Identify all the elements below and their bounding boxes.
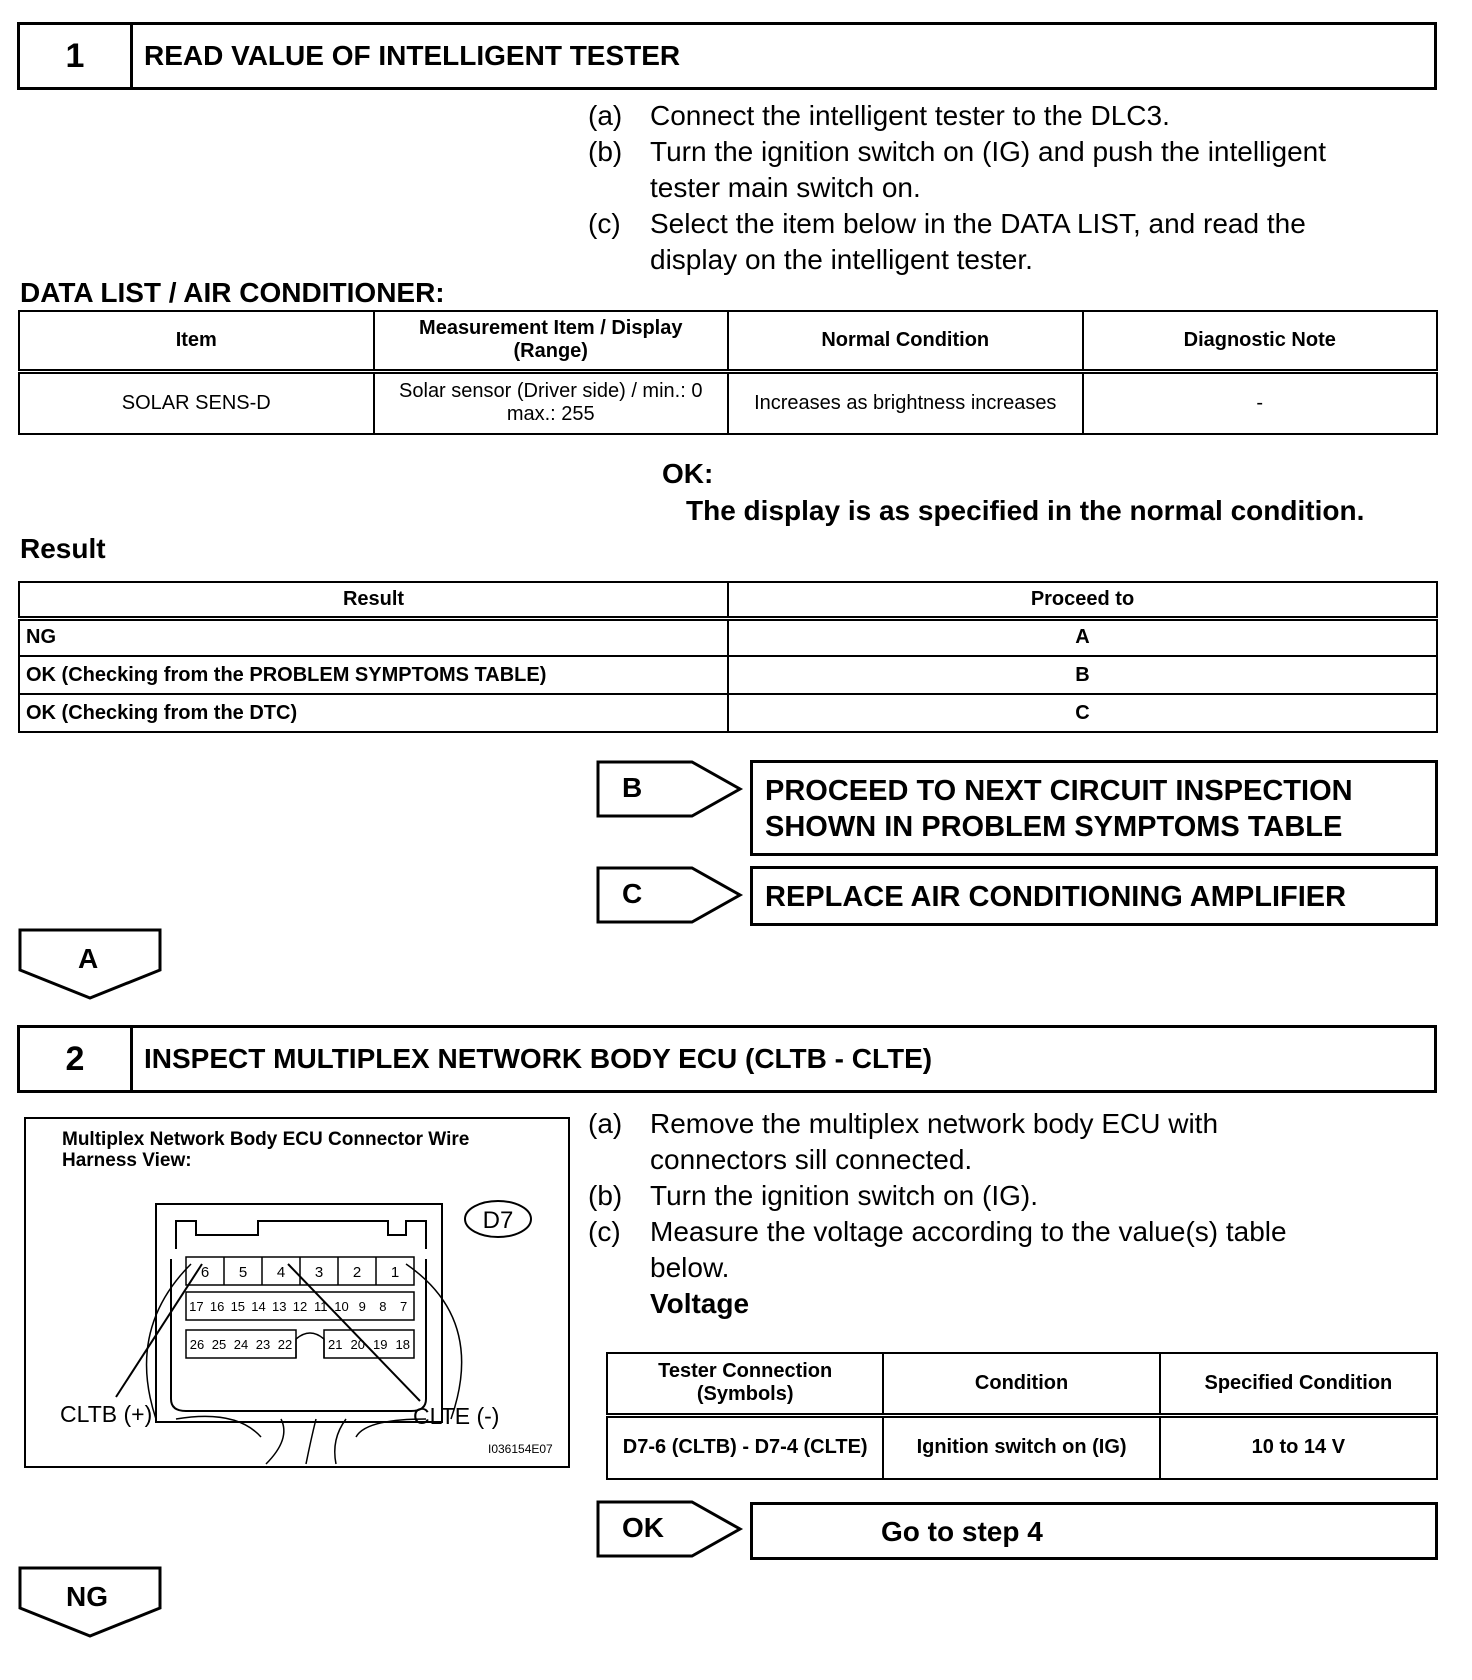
table-cell: B	[728, 656, 1437, 694]
cltb-label: CLTB (+)	[60, 1401, 153, 1427]
pin-label: 24	[233, 1337, 249, 1352]
table-cell: Increases as brightness increases	[728, 371, 1083, 434]
clte-label: CLTE (-)	[413, 1403, 500, 1429]
branch-a-label: A	[78, 943, 99, 974]
data-list-heading: DATA LIST / AIR CONDITIONER:	[20, 277, 445, 308]
branch-b-label: B	[622, 772, 643, 803]
pin-label: 8	[379, 1299, 387, 1314]
instruction-item: (c) Measure the voltage according to the value(s) table below.	[588, 1216, 1287, 1283]
pin-label: 21	[328, 1337, 343, 1352]
table-header: Diagnostic Note	[1083, 311, 1438, 371]
pin-label: 11	[313, 1299, 328, 1314]
connector-id: D7	[482, 1207, 514, 1234]
connector-diagram	[24, 1117, 570, 1468]
branch-ng-label: NG	[66, 1581, 108, 1612]
branch-ok-destination: Go to step 4	[750, 1502, 1438, 1560]
table-header: Condition	[883, 1353, 1159, 1415]
table-row	[19, 371, 1437, 434]
harness-wire	[266, 1419, 284, 1464]
result-heading: Result	[20, 533, 106, 564]
table-header: Specified Condition	[1160, 1353, 1437, 1415]
pin-label: 1	[390, 1264, 400, 1281]
branch-ok-label: OK	[622, 1512, 664, 1543]
instruction-item: (c) Select the item below in the DATA LIST, and read the display on the intelligent tester.	[588, 208, 1306, 275]
table-row	[19, 656, 1437, 694]
branch-c-arrow	[596, 866, 744, 924]
table-cell: Ignition switch on (IG)	[883, 1415, 1159, 1479]
table-cell: Solar sensor (Driver side) / min.: 0 max.: 255	[374, 371, 729, 434]
pin-label: 10	[334, 1299, 349, 1314]
result-table	[18, 581, 1438, 733]
pin-label: 16	[209, 1299, 225, 1314]
table-header: Tester Connection (Symbols)	[607, 1353, 883, 1415]
branch-b-destination: PROCEED TO NEXT CIRCUIT INSPECTION SHOWN IN PROBLEM SYMPTOMS TABLE	[750, 760, 1438, 856]
step-2-instructions	[588, 1106, 1388, 1322]
step-1-header	[17, 22, 1437, 90]
pin-label: 6	[200, 1264, 210, 1281]
figure-code: I036154E07	[488, 1442, 553, 1456]
table-header: Result	[19, 582, 728, 618]
pin-label: 12	[292, 1299, 308, 1314]
instruction-item: (a) Connect the intelligent tester to the DLC3.	[588, 100, 1170, 131]
step-2-number: 2	[20, 1028, 133, 1090]
instruction-item: (b) Turn the ignition switch on (IG).	[588, 1180, 1039, 1211]
table-header: Proceed to	[728, 582, 1437, 618]
table-cell: NG	[19, 618, 728, 656]
branch-ok-arrow	[596, 1500, 744, 1558]
pin-label: 3	[314, 1264, 324, 1281]
table-cell: -	[1083, 371, 1438, 434]
pin-label: 19	[373, 1337, 388, 1352]
step-1-title: READ VALUE OF INTELLIGENT TESTER	[144, 40, 681, 71]
voltage-table	[606, 1352, 1438, 1480]
step-2-title: INSPECT MULTIPLEX NETWORK BODY ECU (CLTB - CLTE)	[144, 1043, 933, 1074]
pin-label: 26	[189, 1337, 205, 1352]
voltage-heading: Voltage	[650, 1288, 750, 1319]
pin-label: 17	[189, 1299, 204, 1314]
pin-label: 18	[395, 1337, 410, 1352]
data-list-table	[18, 310, 1438, 435]
table-header: Item	[19, 311, 374, 371]
table-row	[607, 1415, 1437, 1479]
step-1-instructions	[588, 98, 1388, 278]
table-header: Measurement Item / Display (Range)	[374, 311, 729, 371]
pin-label: 4	[276, 1264, 286, 1281]
diagram-title: Multiplex Network Body ECU Connector Wire Harness View:	[62, 1129, 470, 1171]
table-cell: 10 to 14 V	[1160, 1415, 1437, 1479]
instruction-item: (b) Turn the ignition switch on (IG) and push the intelligent tester main switch on.	[588, 136, 1327, 203]
table-header: Normal Condition	[728, 311, 1083, 371]
pin-label: 7	[400, 1299, 408, 1314]
pin-label: 5	[238, 1264, 248, 1281]
pin-label: 22	[277, 1337, 293, 1352]
table-cell: SOLAR SENS-D	[19, 371, 374, 434]
instruction-item: (a) Remove the multiplex network body ECU with connectors sill connected.	[588, 1108, 1219, 1175]
step-1-number: 1	[20, 25, 133, 87]
table-row	[19, 618, 1437, 656]
pin-label: 2	[352, 1264, 362, 1281]
table-row	[19, 694, 1437, 732]
harness-wire	[306, 1419, 316, 1464]
branch-c-label: C	[622, 878, 643, 909]
pin-label: 13	[272, 1299, 287, 1314]
pin-label: 15	[230, 1299, 246, 1314]
table-cell: D7-6 (CLTB) - D7-4 (CLTE)	[607, 1415, 883, 1479]
pin-label: 9	[358, 1299, 366, 1314]
branch-c-destination: REPLACE AIR CONDITIONING AMPLIFIER	[750, 866, 1438, 926]
ok-text: The display is as specified in the normal condition.	[686, 495, 1365, 526]
pin-label: 25	[211, 1337, 227, 1352]
branch-b-arrow	[596, 760, 744, 818]
ok-label: OK:	[662, 458, 714, 489]
pin-label: 14	[251, 1299, 266, 1314]
harness-wire	[335, 1419, 346, 1464]
table-cell: OK (Checking from the DTC)	[19, 694, 728, 732]
table-cell: C	[728, 694, 1437, 732]
table-cell: OK (Checking from the PROBLEM SYMPTOMS TABLE)	[19, 656, 728, 694]
table-cell: A	[728, 618, 1437, 656]
step-2-header	[17, 1025, 1437, 1093]
pin-label: 23	[255, 1337, 271, 1352]
pin-label: 20	[350, 1337, 365, 1352]
